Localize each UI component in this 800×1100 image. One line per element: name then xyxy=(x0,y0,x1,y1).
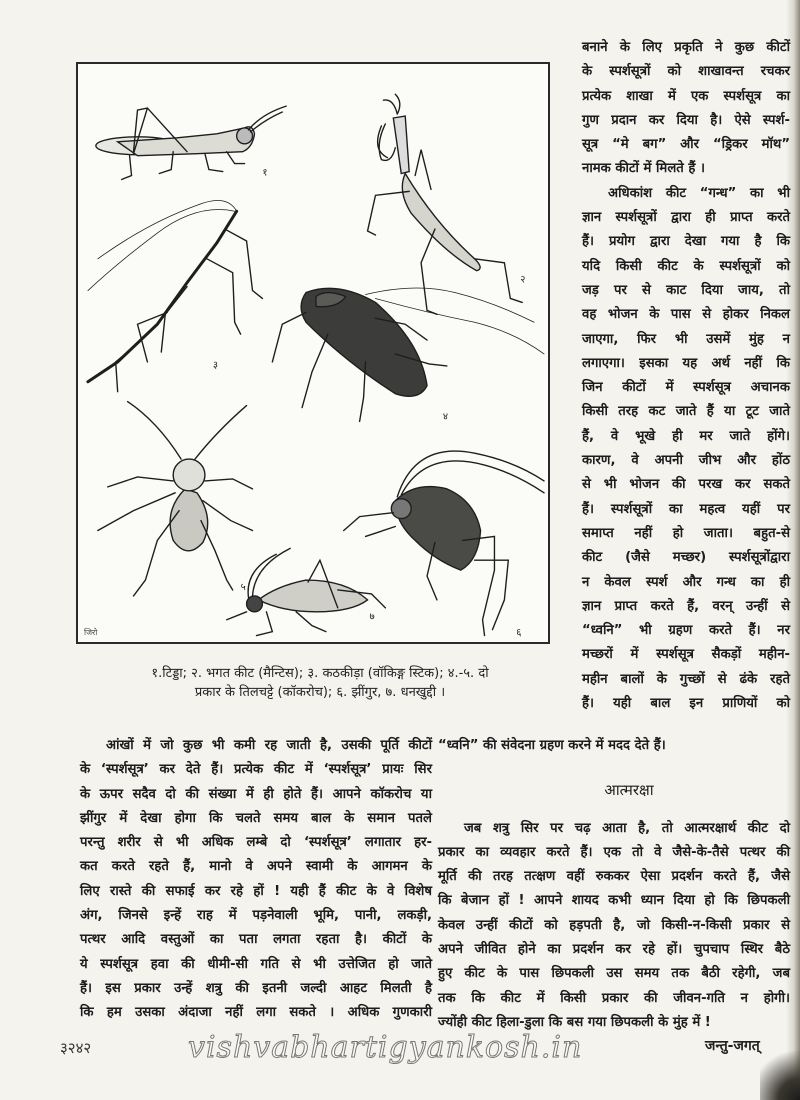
text-line: हुए कीट के पास छिपकली उस समय तक बैठी रहेगी, जब xyxy=(438,966,790,982)
text-line: लिए रास्ते की सफाई कर रहे हों ! यही हैं कीट के वे विशेष xyxy=(80,883,432,899)
paragraph-smell-and-sound xyxy=(582,182,790,717)
right-lower-column-text xyxy=(438,734,790,1035)
text-line: से भी भोजन की परख कर सकते xyxy=(582,477,790,493)
text-line: जड़ पर से काट दिया जाय, तो xyxy=(582,282,790,298)
mantis-drawing xyxy=(368,94,526,314)
self-defense-paragraph xyxy=(438,817,790,1036)
figure-label-3: ३ xyxy=(212,359,219,371)
text-line: कारण, वे अपनी जीभ और होंठ xyxy=(582,453,790,469)
insect-illustration-figure xyxy=(76,62,550,644)
text-line: जाएगा, फिर भी उसमें मुंह न xyxy=(582,331,790,347)
text-line: अधिकांश कीट “गन्ध” का भी xyxy=(608,185,790,201)
text-line: प्रत्येक शाखा में एक स्पर्शसूत्र का xyxy=(582,88,790,104)
figure-label-6: ६ xyxy=(516,627,522,639)
right-column-text xyxy=(582,36,790,716)
caption-line: १.टिड्डा; २. भगत कीट (मैन्टिस); ३. कठकीड़ा (वॉकिङ्ग स्टिक); ४.-५. दो xyxy=(151,666,489,681)
text-line: ये स्पर्शसूत्र हवा की धीमी-सी गति से भी उत्तेजित हो जाते xyxy=(80,956,432,972)
text-line: समाप्त नहीं हो जाता। बहुत-से xyxy=(582,525,790,541)
text-line: न केवल स्पर्श और गन्ध का ही xyxy=(582,574,790,590)
left-column-text xyxy=(80,734,432,1026)
text-line: महीन बालों के गुच्छों से ढंके रहते xyxy=(582,671,790,687)
text-line: हैं। इस प्रकार उन्हें शत्रु की इतनी जल्दी आहट मिलती है xyxy=(80,980,432,996)
insect-drawings xyxy=(78,64,548,642)
text-line: अपने जीवित होने का प्रदर्शन कर रहे हों। चुपचाप स्थिर बैठे xyxy=(438,942,790,958)
running-title: जन्तु-जगत् xyxy=(705,1038,760,1054)
text-line: प्रकार का व्यवहार करते हैं। एक तो वे जैसे-के-तैसे पत्थर की xyxy=(438,844,790,860)
text-line: आंखों में जो कुछ भी कमी रह जाती है, उसकी पूर्ति कीटों xyxy=(106,738,432,753)
grasshopper-drawing xyxy=(96,106,286,179)
figure-caption xyxy=(70,664,570,702)
page-footer xyxy=(0,1030,800,1065)
text-line: कि हम उसका अंदाजा नहीं लगा सकते । अधिक गुणकारी xyxy=(80,1005,432,1021)
text-line: नामक कीटों में मिलते हैं । xyxy=(582,161,705,177)
text-line: परन्तु शरीर से भी अधिक लम्बे दो ‘स्पर्शसूत्र’ लगातार हर- xyxy=(80,835,432,851)
continuation-line: “ध्वनि” की संवेदना ग्रहण करने में मदद देते हैं। xyxy=(438,738,666,753)
text-line: पत्थर आदि वस्तुओं का पता लगता रहता है। कीटों के xyxy=(80,932,432,948)
text-line: के ‘स्पर्शसूत्र’ कर देते हैं। प्रत्येक कीट में ‘स्पर्शसूत्र’ प्रायः सिर xyxy=(80,762,432,778)
text-line: के स्पर्शसूत्रों को शाखावन्त रचकर xyxy=(582,64,790,80)
text-line: गुण प्रदान कर दिया है। ऐसे स्पर्श- xyxy=(582,112,790,128)
figure-artist-credit: जिरो xyxy=(84,628,98,637)
text-line: जिन कीटों में स्पर्शसूत्र अचानक xyxy=(582,380,790,396)
figure-label-5: ५ xyxy=(240,581,246,593)
watermark-text: vishvabhartigyankosh.in xyxy=(188,1030,583,1065)
cockroach-nymph-drawing xyxy=(98,402,253,596)
text-line: झींगुर में देखा होगा कि चलते समय बाल के समान पतले xyxy=(80,810,432,826)
figure-label-7: ७ xyxy=(369,611,375,623)
text-line: के ऊपर सदैव दो की संख्या में ही होते हैं। आपने कॉकरोच या xyxy=(80,786,432,802)
text-line: ज्ञान स्पर्शसूत्रों द्वारा ही प्राप्त करते xyxy=(582,210,790,226)
caption-line: प्रकार के तिलचट्टे (कॉकरोच); ६. झींगुर, ७. धनखुद्दी । xyxy=(194,685,446,700)
text-line: वह भोजन के पास से होकर निकल xyxy=(582,307,790,323)
text-line: कीट (जैसे मच्छर) स्पर्शसूत्रोंद्वारा xyxy=(582,550,790,566)
text-line: ज्योंही कीट हिला-डुला कि बस गया छिपकली के मुंह में ! xyxy=(438,1014,711,1030)
figure-label-2: २ xyxy=(520,274,526,286)
stick-insect-drawing xyxy=(88,200,263,391)
text-line: जब शत्रु सिर पर चढ़ आता है, तो आत्मरक्षार्थ कीट दो xyxy=(464,820,790,836)
text-line: कि बेजान हों ! आपने शायद कभी ध्यान दिया हो कि छिपकली xyxy=(438,893,790,909)
text-line: हैं, वे भूखे ही मर जाते होंगे। xyxy=(582,428,790,444)
text-line: सूत्र “मे बग” और “ड्रिकर मॉथ” xyxy=(582,137,790,153)
text-line: लगाएगा। इसका यह अर्थ नहीं कि xyxy=(582,355,790,371)
figure-label-1: १ xyxy=(262,167,268,179)
paragraph-antenna-branches xyxy=(582,36,790,182)
text-line: केवल उन्हीं कीटों को हड़पती है, जो किसी-न-किसी प्रकार से xyxy=(438,917,790,933)
text-line: अंग, जिनसे इन्हें राह में पड़नेवाली भूमि, पानी, लकड़ी, xyxy=(80,908,432,924)
text-line: मच्छरों में स्पर्शसूत्र सैकड़ों महीन- xyxy=(582,647,790,663)
text-line: “ध्वनि” भी ग्रहण करते हैं। नर xyxy=(582,623,790,639)
text-line: हैं। प्रयोग द्वारा देखा गया है कि xyxy=(582,234,790,250)
section-heading-self-defense: आत्मरक्षा xyxy=(604,781,654,800)
text-line: ज्ञान प्राप्त करते हैं, वरन् उन्हीं से xyxy=(582,598,790,614)
figure-label-4: ४ xyxy=(442,411,449,423)
text-line: हैं। यही बाल इन प्राणियों को xyxy=(582,696,790,712)
text-line: बनाने के लिए प्रकृति ने कुछ कीटों xyxy=(582,40,790,55)
text-line: तक कि कीट में किसी प्रकार की जीवन-गति न होगी। xyxy=(438,990,790,1006)
mole-cricket-drawing xyxy=(227,548,386,635)
page-number: ३२४२ xyxy=(60,1039,92,1057)
text-line: किसी तरह कट जाते हैं या टूट जाते xyxy=(582,404,790,420)
cricket-drawing xyxy=(344,451,544,636)
text-line: यदि किसी कीट के स्पर्शसूत्रों को xyxy=(582,258,790,274)
cockroach-large-drawing xyxy=(272,288,544,421)
text-line: हैं। स्पर्शसूत्रों का महत्व यहीं पर xyxy=(582,501,790,517)
text-line: मूर्ति की तरह तत्क्षण वहीं रुककर ऐसा प्रदर्शन करते हैं, जैसे xyxy=(438,869,790,885)
text-line: कत करते रहते हैं, मानो वे अपने स्वामी के आगमन के xyxy=(80,859,432,875)
